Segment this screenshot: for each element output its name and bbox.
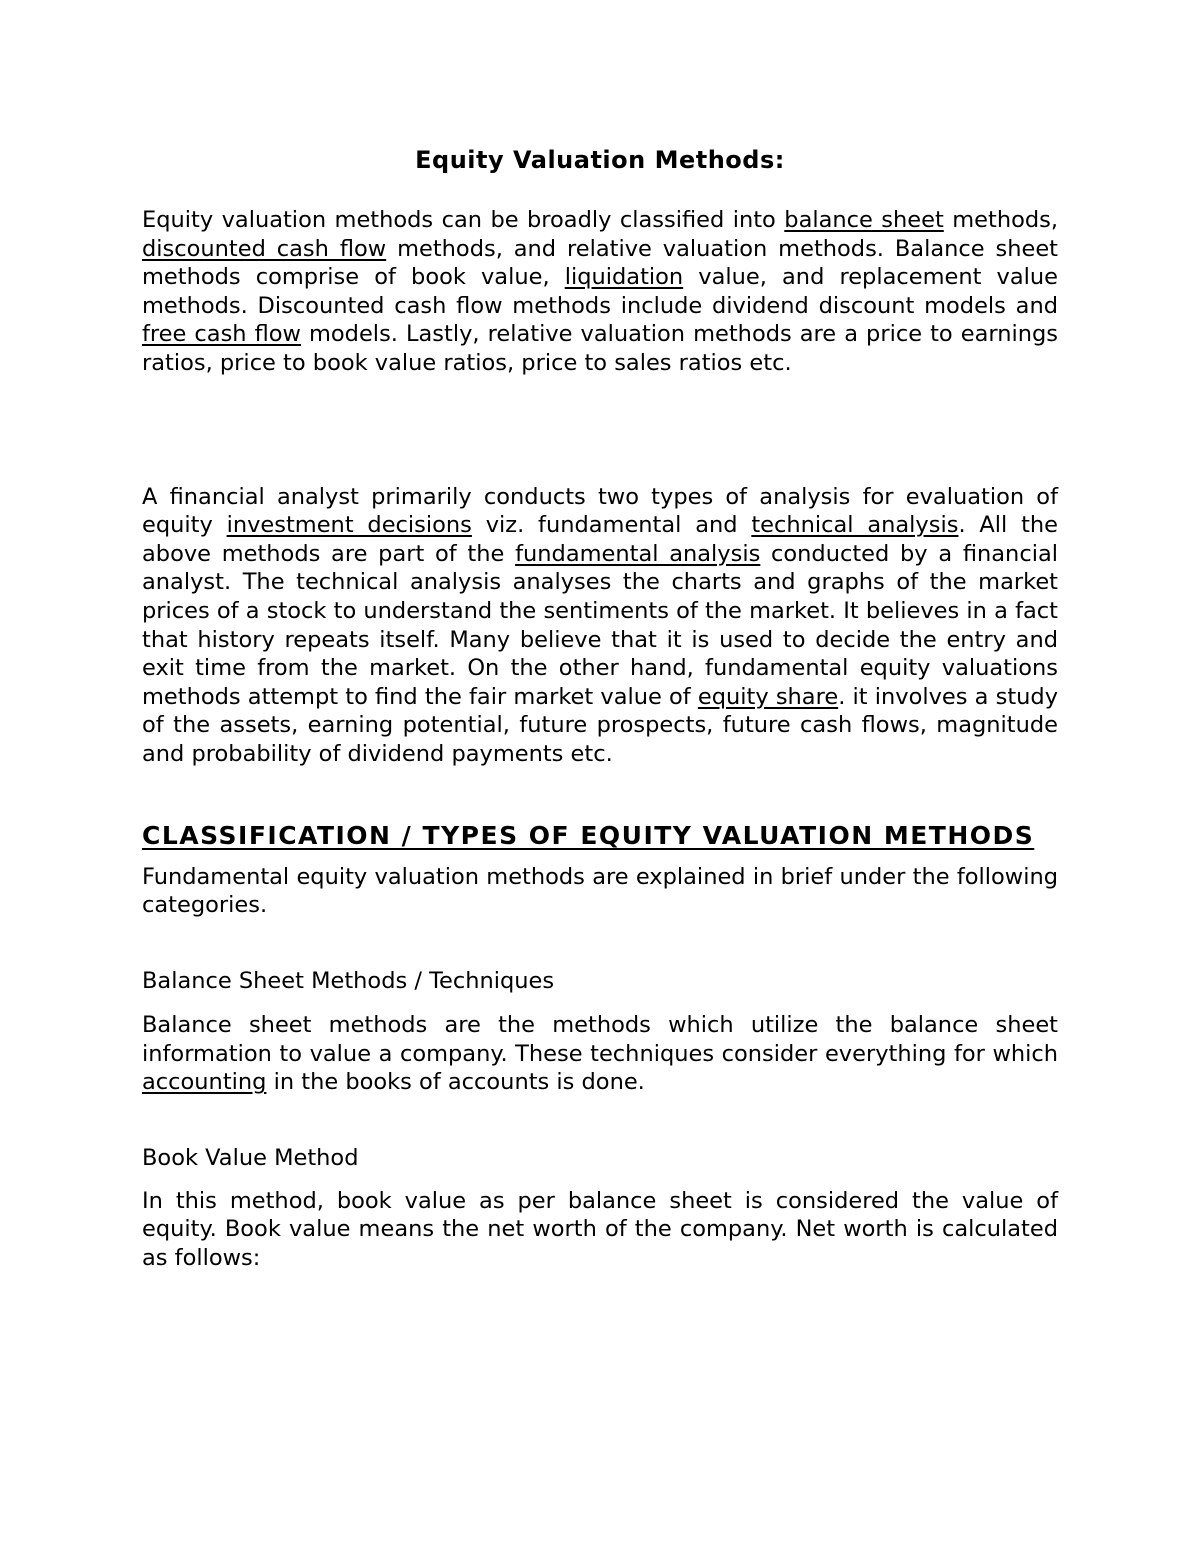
paragraph-analysis	[142, 483, 1058, 769]
subheading-balance-sheet-methods: Balance Sheet Methods / Techniques	[142, 967, 555, 994]
paragraph-book-value: In this method, book value as per balance sheet is considered the value of equity. Book value means the net worth of the company. Net worth is calculated as follows:	[142, 1187, 1058, 1271]
paragraph-categories: Fundamental equity valuation methods are explained in brief under the following categories.	[142, 863, 1058, 919]
document-content	[142, 140, 1058, 1272]
text-run: conducted by a financial analyst. The technical analysis analyses the charts and graphs of the market prices of a stock to understand the sentiments of the market. It believes in a fact that history repeats itself. Many believe that it is used to decide the entry and exit time from the market. On the other hand, fundamental equity valuations methods attempt to find the fair market value of	[142, 540, 1058, 710]
text-run: viz. fundamental and	[471, 512, 752, 539]
link-liquidation[interactable]: liquidation	[564, 264, 684, 291]
link-balance-sheet[interactable]: balance sheet	[784, 207, 944, 233]
page-title: Equity Valuation Methods:	[415, 146, 785, 174]
link-discounted-cash-flow[interactable]: discounted cash flow	[142, 235, 387, 262]
text-run: A financial analyst primarily conducts two types of analysis for evaluation of equity	[142, 483, 1058, 539]
text-run: value, and replacement value methods. Discounted cash flow methods include dividend discount models and	[142, 264, 1059, 319]
text-run: in the books of accounts is done.	[266, 1069, 645, 1096]
text-run: Equity valuation methods can be broadly classified into	[142, 207, 785, 233]
link-investment-decisions[interactable]: investment decisions	[226, 512, 472, 539]
text-run: Balance sheet methods are the methods which utilize the balance sheet information to value a company. These techniques consider everything for which	[142, 1012, 1058, 1067]
link-equity-share[interactable]: equity share	[697, 683, 839, 710]
text-run: . it involves a study of the assets, earning potential, future prospects, future cash flows, magnitude and probability of dividend payments etc.	[142, 683, 1059, 767]
text-run: models. Lastly, relative valuation methods are a price to earnings ratios, price to book value ratios, price to sales ratios etc.	[142, 321, 1058, 376]
paragraph-intro	[142, 206, 1058, 378]
paragraph-balance-sheet	[142, 1011, 1058, 1097]
text-run: . All the above methods are part of the	[142, 512, 1058, 567]
link-accounting[interactable]: accounting	[142, 1069, 267, 1096]
link-free-cash-flow[interactable]: free cash flow	[142, 321, 301, 348]
text-run: methods,	[943, 207, 1059, 233]
link-technical-analysis[interactable]: technical analysis	[751, 512, 959, 539]
text-run: methods, and relative valuation methods. Balance sheet methods comprise of book value,	[142, 235, 1058, 291]
link-fundamental-analysis[interactable]: fundamental analysis	[515, 540, 761, 567]
subheading-book-value-method: Book Value Method	[142, 1145, 359, 1172]
section-heading: CLASSIFICATION / TYPES OF EQUITY VALUATION METHODS	[142, 820, 1035, 850]
